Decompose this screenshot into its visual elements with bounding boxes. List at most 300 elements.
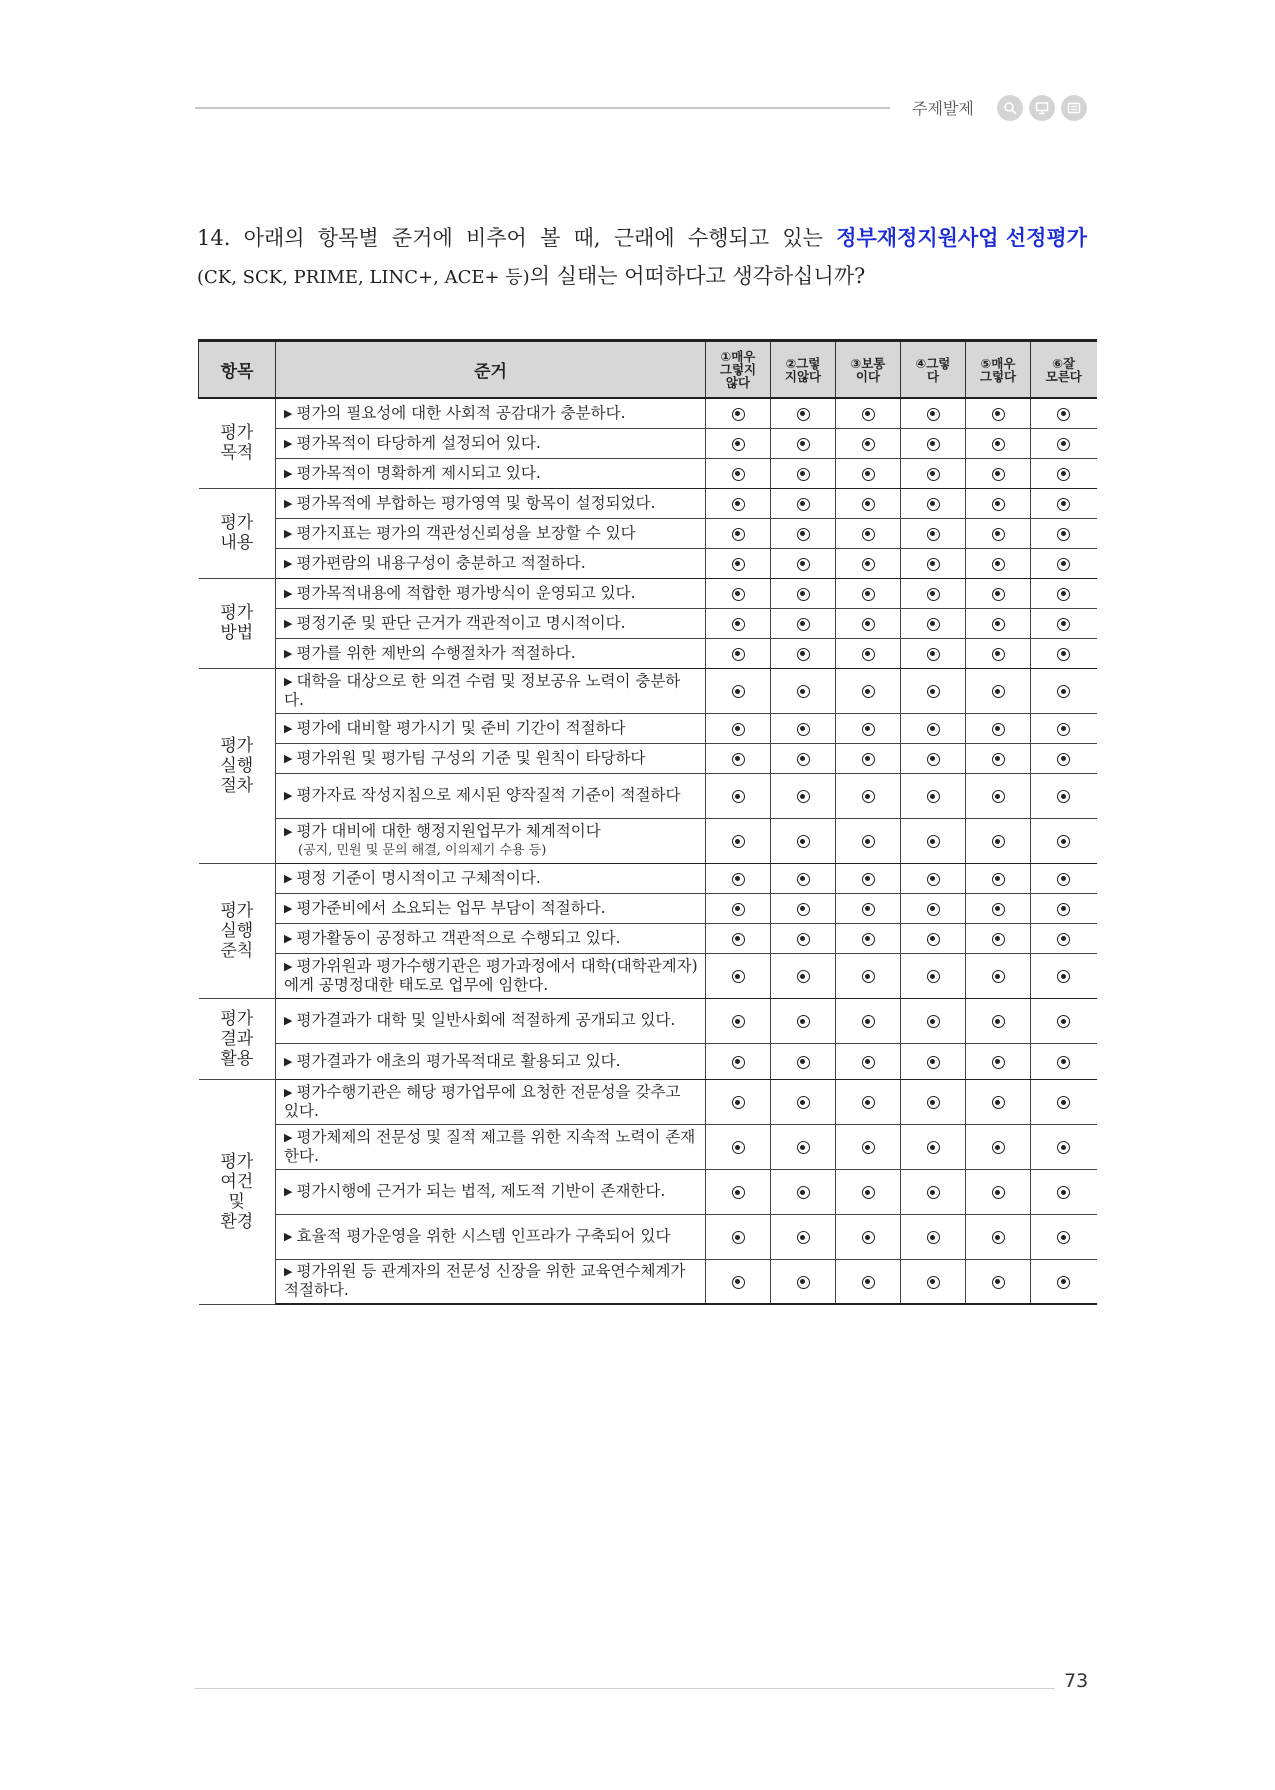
radio-option[interactable] [927,438,940,451]
criterion-cell [276,743,706,773]
option-cell [771,428,836,458]
radio-option[interactable] [862,970,875,983]
radio-option[interactable] [1057,558,1070,571]
radio-option[interactable] [1057,528,1070,541]
criterion-text: 평가 대비에 대한 행정지원업무가 체계적이다 [296,821,601,840]
radio-option[interactable] [797,498,810,511]
criterion-cell [276,1043,706,1079]
option-cell [901,1043,966,1079]
radio-option[interactable] [927,903,940,916]
radio-option[interactable] [862,933,875,946]
option-cell [966,1169,1031,1214]
question-word: 준거에 [391,226,453,250]
radio-option[interactable] [862,588,875,601]
option-cell [966,608,1031,638]
radio-option[interactable] [862,1015,875,1028]
option-cell [1031,1259,1097,1304]
table-row [199,818,1097,863]
radio-option[interactable] [797,1056,810,1069]
radio-option[interactable] [992,685,1005,698]
radio-option[interactable] [797,1186,810,1199]
radio-option[interactable] [797,790,810,803]
table-row [199,608,1097,638]
radio-option[interactable] [1057,588,1070,601]
option-cell [966,1124,1031,1169]
option-cell [836,1043,901,1079]
radio-option[interactable] [862,1141,875,1154]
option-cell [966,1043,1031,1079]
radio-option[interactable] [797,753,810,766]
criterion-cell [276,953,706,998]
option-cell [836,458,901,488]
table-row [199,713,1097,743]
option-cell [966,458,1031,488]
table-row [199,1124,1097,1169]
radio-option[interactable] [1057,970,1070,983]
radio-option[interactable] [862,618,875,631]
list-icon [1061,95,1087,121]
option-cell [706,1124,771,1169]
question-word: 항목별 [317,226,379,250]
option-cell [706,548,771,578]
option-cell [1031,998,1097,1043]
radio-option[interactable] [1057,408,1070,421]
radio-option[interactable] [862,1276,875,1289]
criterion-cell [276,608,706,638]
radio-option[interactable] [862,1231,875,1244]
radio-option[interactable] [732,438,745,451]
option-cell [1031,818,1097,863]
radio-option[interactable] [797,970,810,983]
radio-option[interactable] [1057,498,1070,511]
radio-option[interactable] [992,558,1005,571]
option-cell [1031,578,1097,608]
radio-option[interactable] [992,1186,1005,1199]
radio-option[interactable] [1057,723,1070,736]
option-cell [1031,518,1097,548]
radio-option[interactable] [927,835,940,848]
option-cell [771,398,836,428]
bullet-triangle-icon: ▶ [284,751,293,765]
radio-option[interactable] [1057,685,1070,698]
radio-option[interactable] [732,588,745,601]
option-cell [836,893,901,923]
radio-option[interactable] [992,588,1005,601]
option-cell [836,1259,901,1304]
table-row [199,668,1097,713]
question-word: 비추어 [465,226,527,250]
table-row [199,458,1097,488]
radio-option[interactable] [797,618,810,631]
bullet-triangle-icon: ▶ [284,646,293,660]
question-word: 볼 [540,226,561,250]
header-option: ②그렇 지않다 [771,341,836,399]
radio-option[interactable] [927,588,940,601]
radio-option[interactable] [797,1276,810,1289]
radio-option[interactable] [862,498,875,511]
radio-option[interactable] [862,873,875,886]
radio-option[interactable] [1057,648,1070,661]
option-cell [836,638,901,668]
option-cell [836,953,901,998]
radio-option[interactable] [797,468,810,481]
radio-option[interactable] [992,933,1005,946]
radio-option[interactable] [927,1141,940,1154]
radio-option[interactable] [732,873,745,886]
radio-option[interactable] [927,618,940,631]
radio-option[interactable] [927,468,940,481]
option-cell [706,518,771,548]
radio-option[interactable] [797,588,810,601]
option-cell [706,713,771,743]
radio-option[interactable] [992,468,1005,481]
radio-option[interactable] [992,835,1005,848]
criterion-text: 평가결과가 대학 및 일반사회에 적절하게 공개되고 있다. [296,1011,676,1029]
option-cell [706,863,771,893]
table-row [199,1043,1097,1079]
radio-option[interactable] [862,835,875,848]
radio-option[interactable] [927,790,940,803]
option-cell [836,608,901,638]
radio-option[interactable] [992,1015,1005,1028]
option-cell [966,893,1031,923]
radio-option[interactable] [797,835,810,848]
radio-option[interactable] [732,1056,745,1069]
radio-option[interactable] [992,1141,1005,1154]
radio-option[interactable] [797,648,810,661]
radio-option[interactable] [732,1231,745,1244]
radio-option[interactable] [927,685,940,698]
option-cell [901,398,966,428]
radio-option[interactable] [862,903,875,916]
radio-option[interactable] [927,753,940,766]
option-cell [836,743,901,773]
radio-option[interactable] [862,408,875,421]
bullet-triangle-icon: ▶ [284,871,293,885]
criterion-cell [276,398,706,428]
option-cell [901,578,966,608]
radio-option[interactable] [1057,1056,1070,1069]
option-cell [1031,398,1097,428]
radio-option[interactable] [992,1276,1005,1289]
criterion-cell [276,1169,706,1214]
criterion-text: 평가위원 등 관계자의 전문성 신장을 위한 교육연수체계가 적절하다. [284,1262,686,1300]
question-program-list: (CK, SCK, PRIME, LINC+, ACE+ 등) [197,267,530,288]
option-cell [771,1043,836,1079]
radio-option[interactable] [862,468,875,481]
option-cell [901,488,966,518]
radio-option[interactable] [732,933,745,946]
table-row [199,638,1097,668]
radio-option[interactable] [992,1096,1005,1109]
bullet-triangle-icon: ▶ [284,1130,293,1144]
radio-option[interactable] [1057,903,1070,916]
option-cell [771,863,836,893]
option-cell [1031,428,1097,458]
option-cell [771,713,836,743]
radio-option[interactable] [797,723,810,736]
option-cell [966,773,1031,818]
radio-option[interactable] [797,1141,810,1154]
radio-option[interactable] [992,970,1005,983]
radio-option[interactable] [862,1096,875,1109]
radio-option[interactable] [1057,790,1070,803]
radio-option[interactable] [862,528,875,541]
criterion-cell [276,863,706,893]
radio-option[interactable] [732,1276,745,1289]
radio-option[interactable] [1057,933,1070,946]
radio-option[interactable] [862,1186,875,1199]
option-cell [836,518,901,548]
survey-table [198,339,1097,1305]
option-cell [836,1169,901,1214]
radio-option[interactable] [1057,1096,1070,1109]
bullet-triangle-icon: ▶ [284,1014,293,1027]
radio-option[interactable] [862,790,875,803]
criterion-text: 평가에 대비할 평가시기 및 준비 기간이 적절하다 [296,718,626,737]
criterion-text: 평가준비에서 소요되는 업무 부담이 적절하다. [296,898,606,917]
option-cell [1031,773,1097,818]
radio-option[interactable] [797,1096,810,1109]
option-cell [901,608,966,638]
question-word: 아래의 [243,226,305,250]
radio-option[interactable] [797,1231,810,1244]
option-cell [901,953,966,998]
option-cell [706,923,771,953]
option-cell [901,458,966,488]
radio-option[interactable] [992,648,1005,661]
option-cell [836,773,901,818]
radio-option[interactable] [927,873,940,886]
radio-option[interactable] [1057,1186,1070,1199]
option-cell [771,608,836,638]
option-cell [836,863,901,893]
radio-option[interactable] [1057,438,1070,451]
radio-option[interactable] [1057,1015,1070,1028]
radio-option[interactable] [927,1276,940,1289]
bullet-triangle-icon: ▶ [284,586,293,600]
bullet-triangle-icon: ▶ [284,556,293,570]
radio-option[interactable] [797,438,810,451]
criterion-text: 평정 기준이 명시적이고 구체적이다. [296,868,541,887]
radio-option[interactable] [927,970,940,983]
radio-option[interactable] [1057,1141,1070,1154]
radio-option[interactable] [797,1015,810,1028]
radio-option[interactable] [992,528,1005,541]
criterion-text: 평가목적이 타당하게 설정되어 있다. [296,433,541,452]
criterion-text: 평가체제의 전문성 및 질적 제고를 위한 지속적 노력이 존재한다. [284,1127,696,1165]
radio-option[interactable] [992,903,1005,916]
option-cell [771,548,836,578]
radio-option[interactable] [927,933,940,946]
bullet-triangle-icon: ▶ [284,1185,293,1198]
radio-option[interactable] [1057,1231,1070,1244]
bullet-triangle-icon: ▶ [284,1230,293,1243]
option-cell [1031,1214,1097,1259]
option-cell [836,398,901,428]
option-cell [901,923,966,953]
radio-option[interactable] [732,1186,745,1199]
radio-option[interactable] [862,438,875,451]
radio-option[interactable] [1057,873,1070,886]
option-cell [771,893,836,923]
radio-option[interactable] [927,1186,940,1199]
radio-option[interactable] [732,970,745,983]
radio-option[interactable] [927,648,940,661]
radio-option[interactable] [992,1056,1005,1069]
option-cell [771,638,836,668]
radio-option[interactable] [732,1096,745,1109]
bullet-triangle-icon: ▶ [284,931,293,945]
radio-option[interactable] [927,498,940,511]
radio-option[interactable] [1057,835,1070,848]
radio-option[interactable] [862,1056,875,1069]
bullet-triangle-icon: ▶ [284,959,293,973]
radio-option[interactable] [992,438,1005,451]
radio-option[interactable] [927,408,940,421]
table-header-row [199,341,1097,399]
radio-option[interactable] [732,685,745,698]
radio-option[interactable] [992,790,1005,803]
radio-option[interactable] [732,408,745,421]
radio-option[interactable] [992,723,1005,736]
magnifier-icon [997,95,1023,121]
radio-option[interactable] [1057,1276,1070,1289]
radio-option[interactable] [1057,753,1070,766]
table-row [199,398,1097,428]
option-cell [836,428,901,458]
radio-option[interactable] [732,790,745,803]
radio-option[interactable] [927,1015,940,1028]
criterion-cell [276,548,706,578]
radio-option[interactable] [732,468,745,481]
radio-option[interactable] [732,835,745,848]
option-cell [901,668,966,713]
radio-option[interactable] [992,753,1005,766]
radio-option[interactable] [927,1231,940,1244]
option-cell [1031,743,1097,773]
radio-option[interactable] [927,1056,940,1069]
radio-option[interactable] [862,558,875,571]
option-cell [706,743,771,773]
question-line-2 [197,257,1087,297]
option-cell [706,1043,771,1079]
option-cell [1031,893,1097,923]
criterion-cell [276,923,706,953]
radio-option[interactable] [797,903,810,916]
radio-option[interactable] [992,1231,1005,1244]
option-cell [771,668,836,713]
radio-option[interactable] [797,933,810,946]
option-cell [706,578,771,608]
header-category: 항목 [199,341,276,399]
option-cell [706,488,771,518]
option-cell [966,953,1031,998]
header-rule [195,107,890,109]
bullet-triangle-icon: ▶ [284,721,293,735]
table-row [199,548,1097,578]
option-cell [966,713,1031,743]
option-cell [771,1214,836,1259]
option-cell [706,818,771,863]
radio-option[interactable] [992,618,1005,631]
radio-option[interactable] [797,558,810,571]
option-cell [966,1214,1031,1259]
radio-option[interactable] [927,1096,940,1109]
radio-option[interactable] [797,528,810,541]
option-cell [706,1169,771,1214]
option-cell [706,668,771,713]
radio-option[interactable] [992,498,1005,511]
option-cell [771,1124,836,1169]
radio-option[interactable] [927,723,940,736]
option-cell [901,773,966,818]
radio-option[interactable] [732,498,745,511]
radio-option[interactable] [992,873,1005,886]
radio-option[interactable] [862,753,875,766]
radio-option[interactable] [732,618,745,631]
radio-option[interactable] [732,1141,745,1154]
category-cell: 평가 실행 절차 [199,668,276,863]
table-row [199,1079,1097,1124]
option-cell [966,638,1031,668]
radio-option[interactable] [732,753,745,766]
option-cell [1031,1124,1097,1169]
option-cell [901,998,966,1043]
bullet-triangle-icon: ▶ [284,616,293,630]
radio-option[interactable] [862,648,875,661]
option-cell [1031,713,1097,743]
criterion-text: 평가의 필요성에 대한 사회적 공감대가 충분하다. [296,403,626,422]
radio-option[interactable] [732,723,745,736]
option-cell [836,548,901,578]
category-cell: 평가 내용 [199,488,276,578]
table-row [199,428,1097,458]
header-criteria: 준거 [276,341,706,399]
header-option: ③보통 이다 [836,341,901,399]
option-cell [836,1079,901,1124]
radio-option[interactable] [1057,468,1070,481]
radio-option[interactable] [732,1015,745,1028]
option-cell [706,773,771,818]
radio-option[interactable] [732,558,745,571]
radio-option[interactable] [732,648,745,661]
option-cell [966,548,1031,578]
option-cell [771,458,836,488]
question-word: 있는 [782,226,823,250]
radio-option[interactable] [1057,618,1070,631]
option-cell [706,398,771,428]
radio-option[interactable] [927,558,940,571]
radio-option[interactable] [992,408,1005,421]
radio-option[interactable] [927,528,940,541]
table-row [199,953,1097,998]
option-cell [1031,1169,1097,1214]
radio-option[interactable] [797,685,810,698]
option-cell [1031,638,1097,668]
radio-option[interactable] [862,685,875,698]
radio-option[interactable] [797,873,810,886]
criterion-cell [276,458,706,488]
option-cell [771,818,836,863]
radio-option[interactable] [862,723,875,736]
table-row [199,863,1097,893]
radio-option[interactable] [732,903,745,916]
bullet-triangle-icon: ▶ [284,674,293,688]
radio-option[interactable] [732,528,745,541]
option-cell [706,998,771,1043]
radio-option[interactable] [797,408,810,421]
